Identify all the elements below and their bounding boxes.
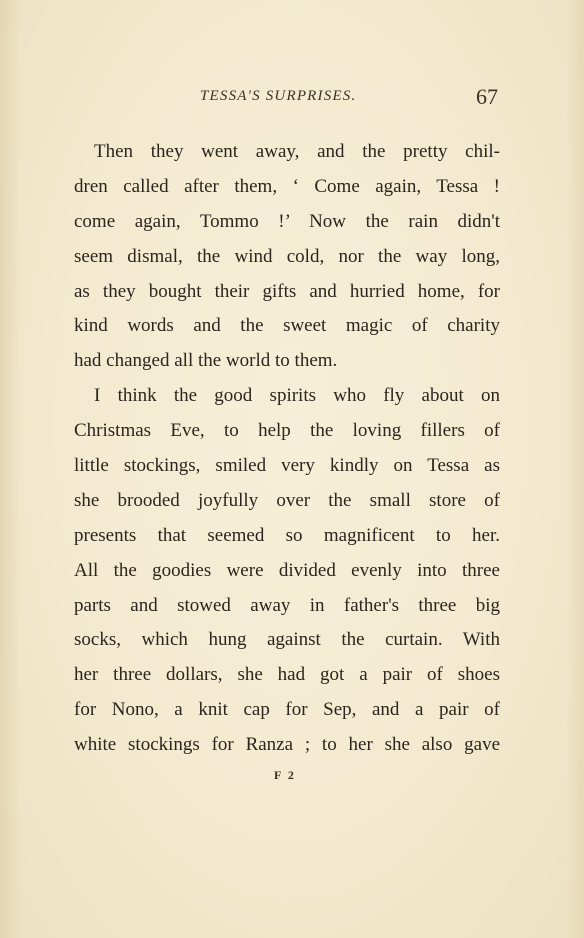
text-line: parts and stowed away in father's three big: [74, 594, 500, 616]
text-line: seem dismal, the wind cold, nor the way long,: [74, 245, 500, 267]
running-title: TESSA'S SURPRISES.: [200, 88, 357, 104]
text-line: socks, which hung against the curtain. With: [74, 629, 500, 651]
body-text: [74, 135, 500, 763]
text-line: dren called after them, ‘ Come again, Tessa !: [74, 175, 500, 197]
text-line: for Nono, a knit cap for Sep, and a pair of: [74, 699, 500, 721]
text-line: she brooded joyfully over the small store of: [74, 489, 500, 511]
text-line: as they bought their gifts and hurried home, for: [74, 280, 500, 302]
text-line: little stockings, smiled very kindly on Tessa as: [74, 455, 500, 477]
text-line: Christmas Eve, to help the loving fillers of: [74, 420, 500, 442]
page-right-edge-shadow: [566, 0, 584, 938]
text-line: her three dollars, she had got a pair of shoes: [74, 664, 500, 686]
text-line: come again, Tommo !’ Now the rain didn't: [74, 210, 500, 232]
text-line: presents that seemed so magnificent to her.: [74, 524, 500, 546]
page-left-edge-shadow: [0, 0, 22, 938]
text-line: Then they went away, and the pretty chil-: [94, 141, 500, 162]
text-line: kind words and the sweet magic of charity: [74, 315, 500, 337]
text-line: All the goodies were divided evenly into three: [74, 559, 500, 581]
signature-mark: F 2: [274, 768, 296, 782]
text-line: white stockings for Ranza ; to her she also gave: [74, 734, 500, 756]
page-number: 67: [476, 84, 498, 109]
text-line: I think the good spirits who fly about on: [94, 385, 500, 407]
text-line: had changed all the world to them.: [74, 350, 338, 372]
